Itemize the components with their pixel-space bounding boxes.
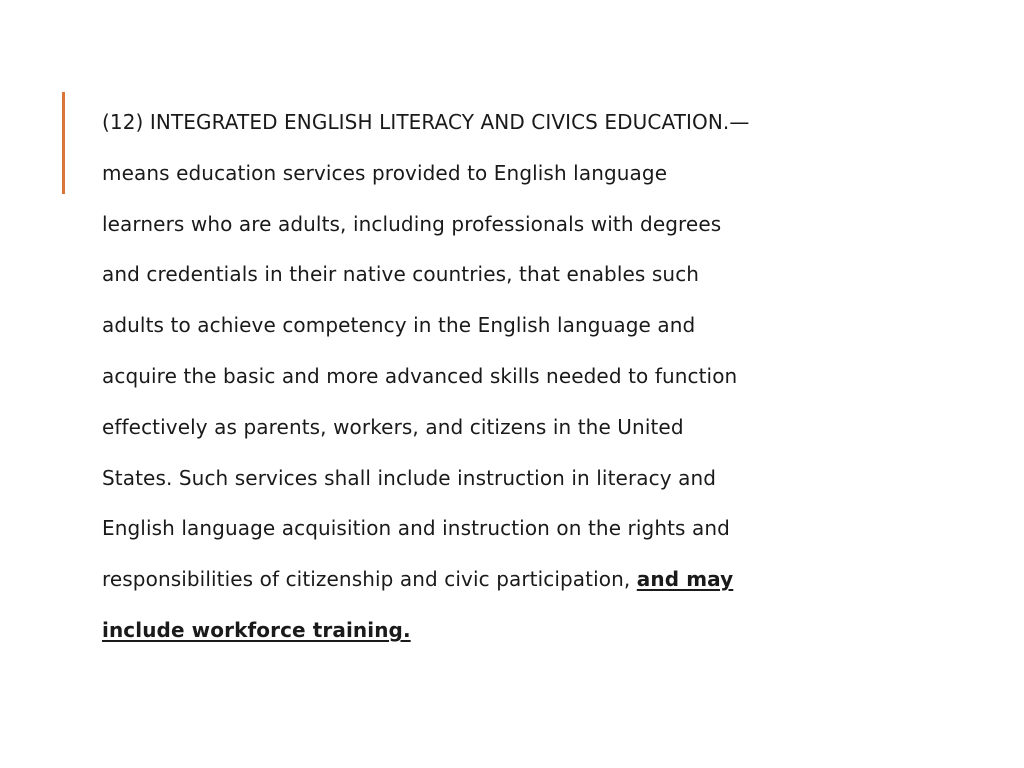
body-line: English language acquisition and instruction on the rights and <box>102 516 730 541</box>
body-line: means education services provided to English language <box>102 160 668 185</box>
body-line: States. Such services shall include instruction in literacy and <box>102 465 717 490</box>
emphasis-text: include workforce training. <box>102 617 411 642</box>
body-line: learners who are adults, including professionals with degrees <box>102 211 722 236</box>
slide-body <box>102 102 982 661</box>
body-line-emphasis <box>102 610 982 661</box>
heading-line: (12) INTEGRATED ENGLISH LITERACY AND CIVICS EDUCATION.— <box>102 110 750 134</box>
body-line-mixed <box>102 559 982 610</box>
body-line: and credentials in their native countries, that enables such <box>102 262 700 287</box>
body-line: acquire the basic and more advanced skills needed to function <box>102 363 738 388</box>
body-line: adults to achieve competency in the English language and <box>102 313 696 338</box>
accent-bar <box>62 92 65 194</box>
body-line: effectively as parents, workers, and citizens in the United <box>102 414 684 439</box>
emphasis-text: and may <box>636 567 734 592</box>
body-text: responsibilities of citizenship and civic participation, <box>102 567 637 592</box>
